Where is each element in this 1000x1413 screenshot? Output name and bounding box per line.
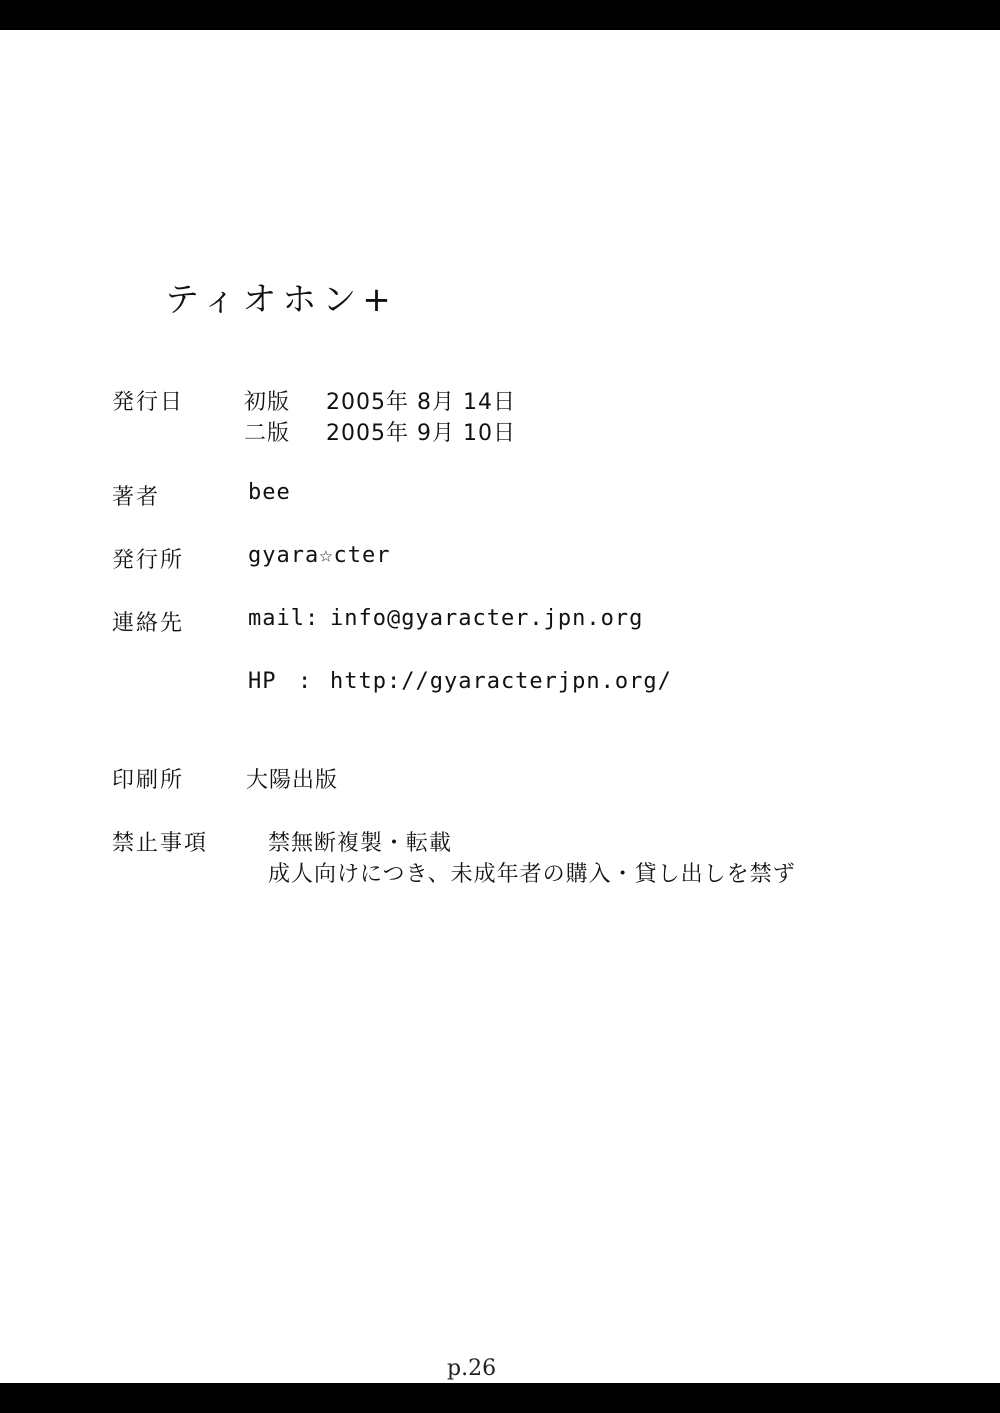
mail-address: info@gyaracter.jpn.org [330,606,644,631]
first-edition-date: 2005年 8月 14日 [326,390,516,415]
printer-label: 印刷所 [112,768,185,793]
homepage-url: http://gyaracterjpn.org/ [330,669,672,694]
second-edition-label: 二版 [244,421,291,446]
contact-label: 連絡先 [112,611,185,636]
hp-label: HP [248,669,277,694]
page-number: p.26 [447,1356,497,1381]
author-label: 著者 [112,485,161,510]
mail-label: mail: [248,606,320,631]
book-title: ティオホン+ [165,280,397,320]
publisher-name: gyara☆cter [248,543,391,568]
printer-name: 大陽出版 [246,768,339,793]
author-name: bee [248,480,291,505]
bottom-border-bar [0,1383,1000,1413]
hp-separator: : [298,669,313,694]
first-edition-label: 初版 [244,390,291,415]
second-edition-date: 2005年 9月 10日 [326,421,516,446]
top-border-bar [0,0,1000,30]
publish-date-label: 発行日 [112,390,185,415]
prohibitions-label: 禁止事項 [112,831,209,856]
prohibition-line-1: 禁無断複製・転載 [268,831,453,856]
prohibition-line-2: 成人向けにつき、未成年者の購入・貸し出しを禁ず [268,862,796,887]
publisher-label: 発行所 [112,548,185,573]
